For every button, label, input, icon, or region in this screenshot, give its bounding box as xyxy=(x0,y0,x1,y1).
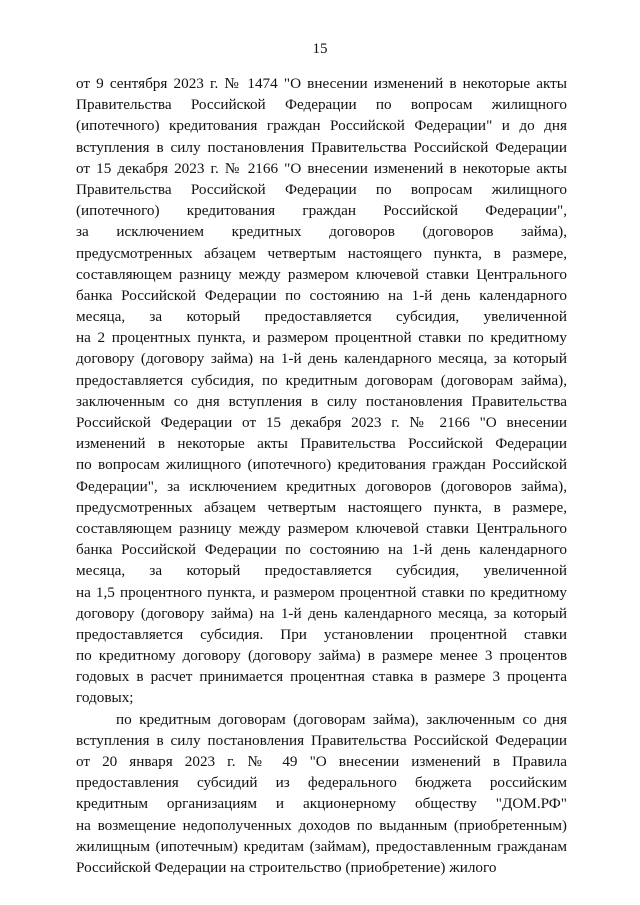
text-line: составляющем разницу между размером ключевой ставки Центрального xyxy=(76,265,567,283)
text-line: заключенным со дня вступления в силу постановления Правительства xyxy=(76,392,567,410)
text-line: годовых в расчет принимается процентная ставка в размере 3 процента xyxy=(76,668,567,686)
text-line: от 15 декабря 2023 г. № 2166 "О внесении изменений в некоторые акты xyxy=(76,159,567,177)
text-line: на 2 процентных пункта, и размером процентной ставки по кредитному xyxy=(76,329,567,347)
page-number: 15 xyxy=(312,41,328,57)
text-line: договору (договору займа) на 1-й день календарного месяца, за который xyxy=(76,604,567,622)
text-line: предоставляется субсидия, по кредитным договорам (договорам займа), xyxy=(76,371,567,389)
text-line: жилищным (ипотечным) кредитам (займам), предоставленным гражданам xyxy=(76,837,567,855)
text-line: договору (договору займа) на 1-й день календарного месяца, за который xyxy=(76,350,567,368)
text-line: предусмотренных абзацем четвертым настоящего пункта, в размере, xyxy=(76,244,567,262)
text-line: за исключением кредитных договоров (договоров займа), xyxy=(76,223,567,241)
text-line: составляющем разницу между размером ключевой ставки Центрального xyxy=(76,519,567,537)
text-line: по кредитному договору (договору займа) в размере менее 3 процентов xyxy=(76,647,567,665)
text-line: по вопросам жилищного (ипотечного) кредитования граждан Российской xyxy=(76,456,567,474)
paragraph xyxy=(76,709,567,879)
text-line: от 9 сентября 2023 г. № 1474 "О внесении изменений в некоторые акты xyxy=(76,75,567,92)
text-line: предоставляется субсидия. При установлении процентной ставки xyxy=(76,625,567,643)
text-line: предоставления субсидий из федерального бюджета российским xyxy=(76,774,567,792)
text-line: Правительства Российской Федерации по вопросам жилищного xyxy=(76,180,567,198)
text-line: (ипотечного) кредитования граждан Российской Федерации", xyxy=(76,202,567,220)
text-line: Российской Федерации от 15 декабря 2023 г. № 2166 "О внесении xyxy=(76,414,567,431)
text-line: месяца, за который предоставляется субсидия, увеличенной xyxy=(76,308,567,326)
text-line: банка Российской Федерации по состоянию на 1-й день календарного xyxy=(76,286,567,304)
text-line: от 20 января 2023 г. № 49 "О внесении изменений в Правила xyxy=(76,753,567,770)
text-line: на возмещение недополученных доходов по выданным (приобретенным) xyxy=(76,816,567,834)
text-line: по кредитным договорам (договорам займа), заключенным со дня xyxy=(116,710,567,728)
text-line: Федерации", за исключением кредитных договоров (договоров займа), xyxy=(76,477,567,495)
text-line: предусмотренных абзацем четвертым настоящего пункта, в размере, xyxy=(76,498,567,516)
paragraph xyxy=(76,73,567,709)
text-line: годовых; xyxy=(76,689,134,707)
text-line: на 1,5 процентного пункта, и размером процентной ставки по кредитному xyxy=(76,583,567,601)
text-line: Российской Федерации на строительство (приобретение) жилого xyxy=(76,858,497,876)
text-line: (ипотечного) кредитования граждан Российской Федерации" и до дня xyxy=(76,117,567,135)
document-body xyxy=(76,73,567,878)
text-line: вступления в силу постановления Правительства Российской Федерации xyxy=(76,731,567,749)
text-line: месяца, за который предоставляется субсидия, увеличенной xyxy=(76,562,567,580)
text-line: банка Российской Федерации по состоянию на 1-й день календарного xyxy=(76,541,567,559)
text-line: Правительства Российской Федерации по вопросам жилищного xyxy=(76,96,567,114)
text-line: кредитным организациям и акционерному обществу "ДОМ.РФ" xyxy=(76,795,567,813)
text-line: вступления в силу постановления Правительства Российской Федерации xyxy=(76,138,567,156)
text-line: изменений в некоторые акты Правительства Российской Федерации xyxy=(76,435,567,453)
